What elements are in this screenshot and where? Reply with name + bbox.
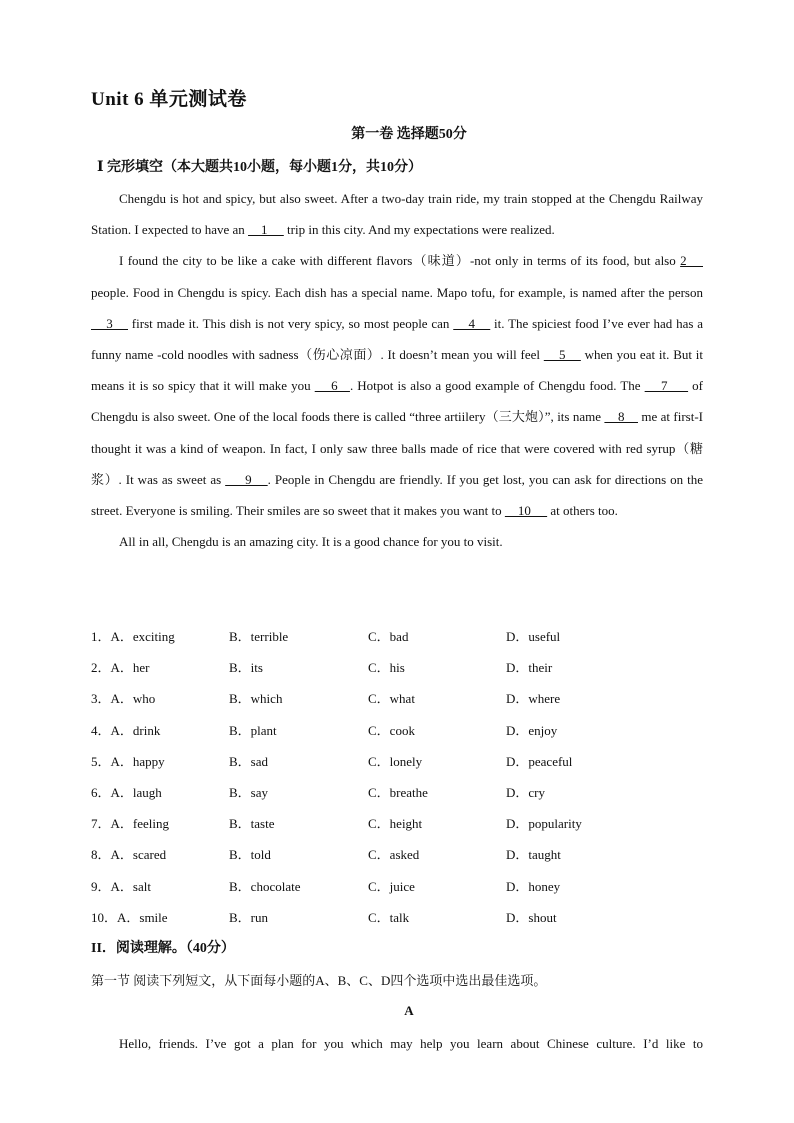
option-b: B．which <box>229 691 283 707</box>
option-a: 4．A．drink <box>91 722 161 738</box>
option-d: D．taught <box>506 847 561 863</box>
option-d: D．useful <box>506 629 561 644</box>
option-row-5 <box>91 744 703 775</box>
blank-7: 7 <box>644 378 689 394</box>
option-row-1 <box>91 619 703 650</box>
option-c: C．height <box>368 816 423 832</box>
option-c: C．breathe <box>368 784 428 800</box>
option-c: C．cook <box>368 722 415 738</box>
blank-3: 3 <box>91 315 128 331</box>
section-reading-heading: II．阅读理解。（40分） <box>91 941 235 956</box>
blank-9: 9 <box>225 471 268 487</box>
section-reading-instructions: 第一节 阅读下列短文，从下面每小题的A、B、C、D四个选项中选出最佳选项。 <box>91 973 547 988</box>
option-d: D．enjoy <box>506 722 558 738</box>
option-d: D．their <box>506 660 553 676</box>
option-c: C．bad <box>368 629 409 644</box>
option-row-2 <box>91 650 703 681</box>
blank-8: 8 <box>604 409 638 425</box>
option-b: B．run <box>229 909 269 925</box>
blank-2: 2 <box>680 253 703 269</box>
option-a: 9．A．salt <box>91 878 151 894</box>
option-a: 5．A．happy <box>91 753 165 769</box>
option-c: C．lonely <box>368 753 423 769</box>
cloze-paragraph-3: All in all, Chengdu is an amazing city. It is a good chance for you to visit. <box>119 534 503 550</box>
section-cloze-heading: Ⅰ 完形填空（本大题共10小题，每小题1分，共10分） <box>97 160 423 175</box>
option-a: 2．A．her <box>91 660 150 676</box>
option-row-8 <box>91 837 703 868</box>
blank-5: 5 <box>543 347 581 363</box>
option-row-6 <box>91 775 703 806</box>
option-row-10 <box>91 900 703 931</box>
option-b: B．its <box>229 660 263 676</box>
option-b: B．taste <box>229 816 275 832</box>
blank-4: 4 <box>453 315 491 331</box>
passage-a-title: A <box>404 1003 414 1018</box>
cloze-passage <box>91 183 703 557</box>
option-b: B．sad <box>229 753 269 769</box>
option-row-9 <box>91 869 703 900</box>
option-c: C．what <box>368 691 415 707</box>
option-d: D．honey <box>506 878 561 894</box>
option-a: 6．A．laugh <box>91 784 162 800</box>
option-d: D．cry <box>506 784 545 800</box>
option-b: B．chocolate <box>229 878 301 894</box>
blank-10: 10 <box>504 503 548 519</box>
option-b: B．terrible <box>229 629 289 644</box>
blank-6: 6 <box>314 378 350 394</box>
option-row-4 <box>91 713 703 744</box>
option-a: 8．A．scared <box>91 847 167 863</box>
option-c: C．talk <box>368 909 410 925</box>
page-title: Unit 6 单元测试卷 <box>91 89 247 110</box>
option-d: D．where <box>506 691 561 707</box>
option-d: D．peaceful <box>506 753 573 769</box>
option-a: 10．A．smile <box>91 909 168 925</box>
cloze-paragraph-1: Chengdu is hot and spicy, but also sweet. After a two-day train ride, my train stopped at the Chengdu Railway Station. I expected to have an 1 trip in this city. And my expectations were realized. <box>91 191 703 238</box>
cloze-options <box>91 619 703 931</box>
passage-a-text: Hello, friends. I’ve got a plan for you which may help you learn about Chinese culture. I’d like to <box>119 1036 703 1051</box>
option-row-3 <box>91 681 703 712</box>
option-a: 7．A．feeling <box>91 816 169 832</box>
option-d: D．popularity <box>506 816 582 832</box>
option-a: 1．A．exciting <box>91 629 175 644</box>
option-a: 3．A．who <box>91 691 156 707</box>
option-c: C．juice <box>368 878 415 894</box>
option-d: D．shout <box>506 909 557 925</box>
cloze-paragraph-2: I found the city to be like a cake with different flavors（味道）-not only in terms of its food, but also 2 people. Food in Chengdu is spicy. Each dish has a special name. Mapo tofu, for example, is named after the person 3 first made it. This dish is not very spicy, so most people can 4 it. The spiciest food I’ve ever had has a funny name -cold noodles with sadness（伤心凉面）. It doesn’t mean you will feel 5 when you eat it. But it means it is so spicy that it will make you 6 . Hotpot is also a good example of Chengdu food. The 7 of Chengdu is also sweet. One of the local foods there is called “three artiilery（三大炮）”, its name 8 me at first-I thought it was a kind of weapon. In fact, I only saw three balls made of rice that were covered with red syrup（糖浆）. It was as sweet as 9 . People in Chengdu are friendly. If you get lost, you can ask for directions on the street. Everyone is smiling. Their smiles are so sweet that it makes you want to 10 at others too. <box>91 253 704 519</box>
blank-1: 1 <box>248 222 284 238</box>
option-c: C．asked <box>368 847 420 863</box>
option-c: C．his <box>368 660 405 676</box>
option-b: B．told <box>229 847 271 863</box>
volume-subtitle: 第一卷 选择题50分 <box>351 127 467 142</box>
option-row-7 <box>91 806 703 837</box>
option-b: B．plant <box>229 722 277 738</box>
option-b: B．say <box>229 784 269 800</box>
